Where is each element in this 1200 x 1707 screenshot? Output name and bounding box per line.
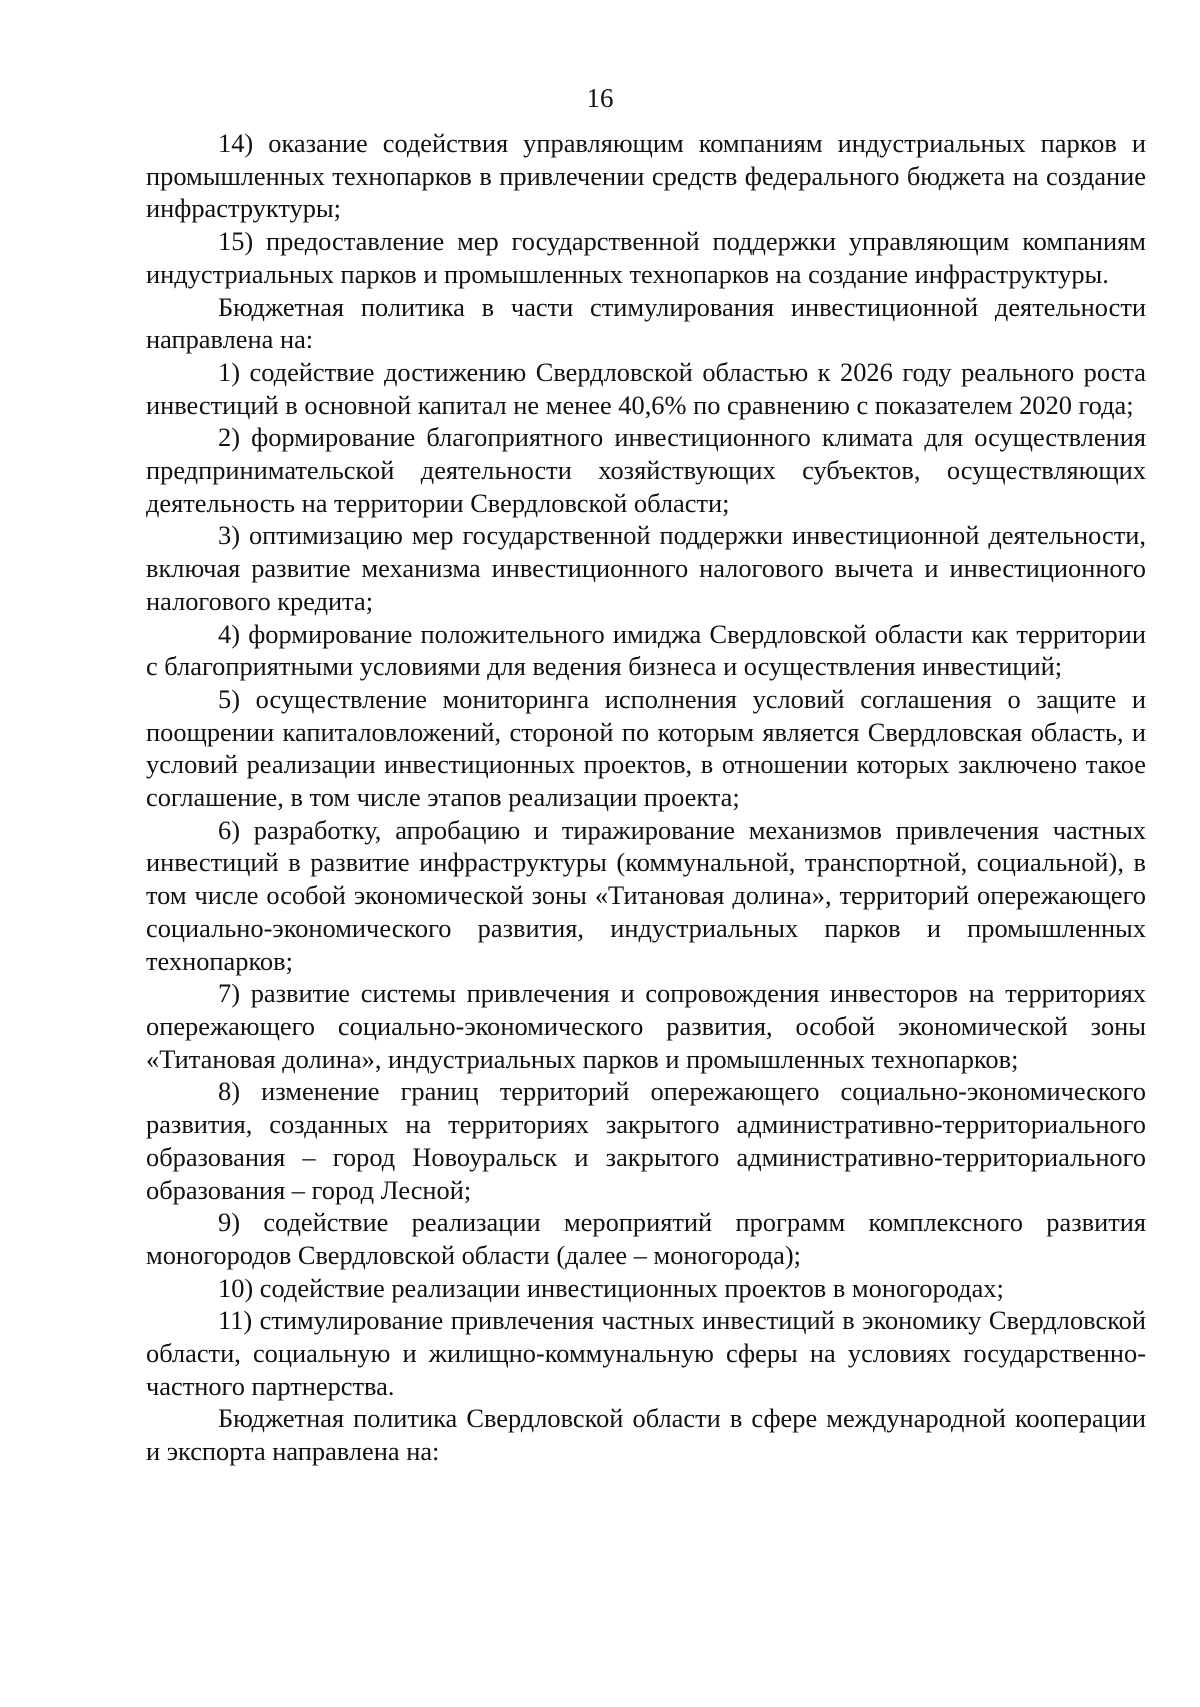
paragraph-item-1: 1) содействие достижению Свердловской областью к 2026 году реального роста инвестиций в основной капитал не менее 40,6% по сравнению с показателем 2020 года; <box>146 356 1146 420</box>
paragraph-item-8: 8) изменение границ территорий опережающего социально-экономического развития, созданных на территориях закрытого административно-территориального образования – город Новоуральск и закрытого административно-территориального образования – город Лесной; <box>146 1076 1146 1205</box>
paragraph-item-14: 14) оказание содействия управляющим компаниям индустриальных парков и промышленных технопарков в привлечении средств федерального бюджета на создание инфраструктуры; <box>146 128 1146 224</box>
paragraph-item-5: 5) осуществление мониторинга исполнения условий соглашения о защите и поощрении капиталовложений, стороной по которым является Свердловская область, и условий реализации инвестиционных проектов, в отношении которых заключено такое соглашение, в том числе этапов реализации проекта; <box>146 683 1146 813</box>
page-number: 16 <box>586 83 614 113</box>
paragraph-item-4: 4) формирование положительного имиджа Свердловской области как территории с благоприятными условиями для ведения бизнеса и осуществления инвестиций; <box>146 618 1146 682</box>
paragraph-item-6: 6) разработку, апробацию и тиражирование механизмов привлечения частных инвестиций в развитие инфраструктуры (коммунальной, транспортной, социальной), в том числе особой экономической зоны «Титановая долина», территорий опережающего социально-экономического развития, индустриальных парков и промышленных технопарков; <box>146 814 1146 976</box>
paragraph-item-2: 2) формирование благоприятного инвестиционного климата для осуществления предпринимательской деятельности хозяйствующих субъектов, осуществляющих деятельность на территории Свердловской области; <box>146 422 1146 518</box>
paragraph-item-9: 9) содействие реализации мероприятий программ комплексного развития моногородов Свердловской области (далее – моногорода); <box>146 1207 1146 1270</box>
paragraph-export-policy-intro: Бюджетная политика Свердловской области в сфере международной кооперации и экспорта направлена на: <box>146 1403 1146 1467</box>
paragraph-investment-policy-intro: Бюджетная политика в части стимулирования инвестиционной деятельности направлена на: <box>146 291 1146 355</box>
paragraph-item-10: 10) содействие реализации инвестиционных проектов в моногородах; <box>218 1272 1004 1303</box>
paragraph-item-11: 11) стимулирование привлечения частных инвестиций в экономику Свердловской области, социальную и жилищно-коммунальную сферы на условиях государственно-частного партнерства. <box>146 1305 1146 1401</box>
paragraph-item-3: 3) оптимизацию мер государственной поддержки инвестиционной деятельности, включая развитие механизма инвестиционного налогового вычета и инвестиционного налогового кредита; <box>146 520 1146 616</box>
paragraph-item-15: 15) предоставление мер государственной поддержки управляющим компаниям индустриальных парков и промышленных технопарков на создание инфраструктуры. <box>146 226 1146 289</box>
paragraph-item-7: 7) развитие системы привлечения и сопровождения инвесторов на территориях опережающего социально-экономического развития, особой экономической зоны «Титановая долина», индустриальных парков и промышленных технопарков; <box>146 978 1146 1074</box>
document-body <box>146 127 1146 1468</box>
